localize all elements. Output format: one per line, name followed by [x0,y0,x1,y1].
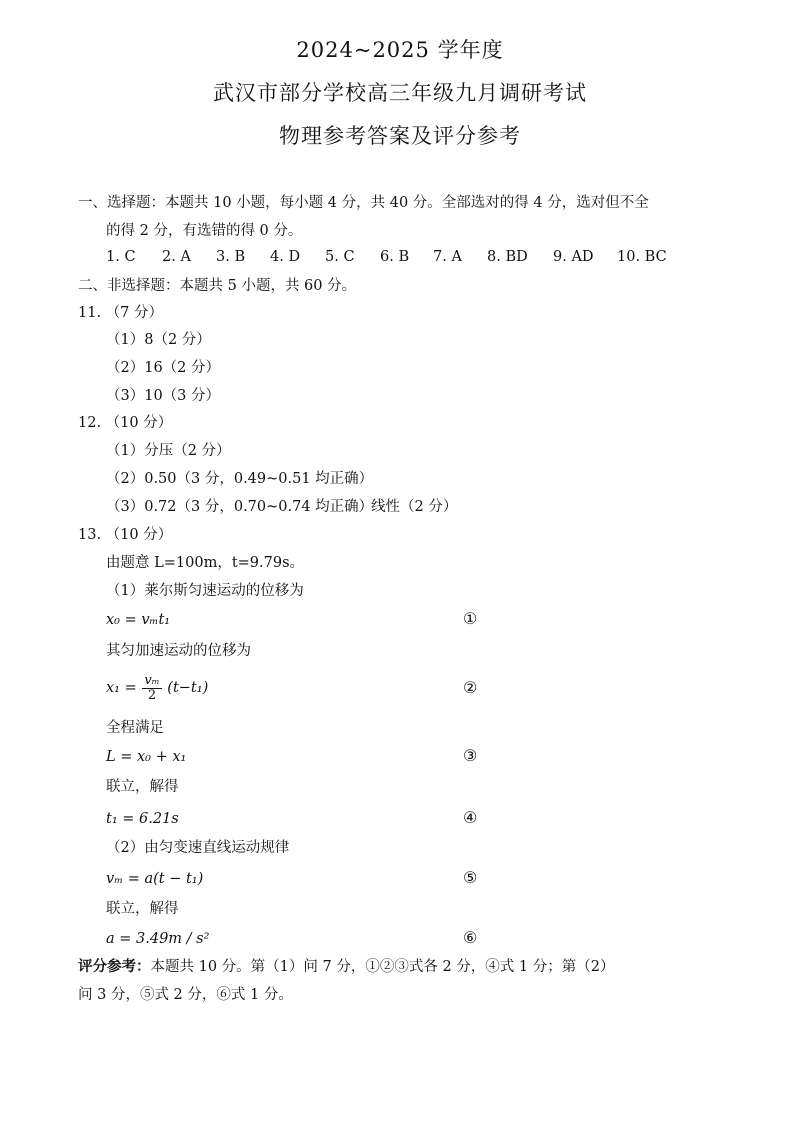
q13-eq1: x₀ = vₘt₁ [106,612,171,628]
q12-item-3: （3）0.72（3 分，0.70~0.74 均正确） [106,499,374,515]
q12-item-1: （1）分压（2 分） [106,443,231,459]
q13-text3: 全程满足 [106,720,164,736]
scoring-text: 本题共 10 分。第（1）问 7 分，①②③式各 2 分，④式 1 分；第（2） [150,959,615,975]
q13-eq5: vₘ = a(t − t₁) [106,871,204,887]
section1-intro-line2: 的得 2 分，有选错的得 0 分。 [106,223,303,239]
answer-6: 6. B [380,249,410,265]
q13-eq6: a = 3.49m / s² [106,931,210,947]
q11-heading: 11. （7 分） [78,305,164,321]
answer-9: 9. AD [553,249,594,265]
q12-heading: 12. （10 分） [78,415,173,431]
title-exam: 武汉市部分学校高三年级九月调研考试 [213,81,587,105]
q12-extra: 线性（2 分） [371,499,458,515]
q11-item-3: （3）10（3 分） [106,388,221,404]
q13-part1: （1）莱尔斯匀速运动的位移为 [106,583,304,599]
q13-eq4: t₁ = 6.21s [106,811,179,827]
mark-6: ⑥ [463,928,478,947]
mark-3: ③ [463,746,478,765]
q11-item-1: （1）8（2 分） [106,332,211,348]
q13-text4: 联立，解得 [106,779,179,795]
answer-8: 8. BD [487,249,528,265]
section2-heading: 二、非选择题：本题共 5 小题，共 60 分。 [78,278,357,294]
q13-eq3: L = x₀ + x₁ [106,749,187,765]
q13-heading: 13. （10 分） [78,527,173,543]
mark-5: ⑤ [463,868,478,887]
scoring-line1 [78,958,614,976]
answer-1: 1. C [106,249,136,265]
mark-1: ① [463,609,478,628]
q13-part2: （2）由匀变速直线运动规律 [106,840,290,856]
eq2-rhs: (t−t₁) [167,680,209,696]
scoring-label: 评分参考： [78,958,151,975]
answer-2: 2. A [162,249,191,265]
scoring-line2: 问 3 分，⑤式 2 分，⑥式 1 分。 [78,987,293,1003]
answer-10: 10. BC [617,249,667,265]
title-subtitle: 物理参考答案及评分参考 [279,124,521,148]
q13-eq2 [106,673,208,703]
answer-5: 5. C [325,249,355,265]
q11-item-2: （2）16（2 分） [106,360,221,376]
answer-3: 3. B [216,249,246,265]
section1-intro-line1: 一、选择题：本题共 10 小题，每小题 4 分，共 40 分。全部选对的得 4 分，选对但不全 [78,195,649,211]
answer-4: 4. D [270,249,301,265]
eq2-numerator: vₘ [144,672,160,688]
eq2-denominator: 2 [147,687,157,703]
answer-7: 7. A [433,249,462,265]
q13-text2: 其匀加速运动的位移为 [106,643,251,659]
q13-given: 由题意 L=100m，t=9.79s。 [106,555,305,571]
eq2-fraction [142,674,161,703]
eq2-lhs: x₁ = [106,680,137,696]
mark-4: ④ [463,808,478,827]
title-year: 2024~2025 学年度 [296,38,504,62]
q13-text6: 联立，解得 [106,901,179,917]
mark-2: ② [463,678,478,697]
q12-item-2: （2）0.50（3 分，0.49~0.51 均正确） [106,471,374,487]
